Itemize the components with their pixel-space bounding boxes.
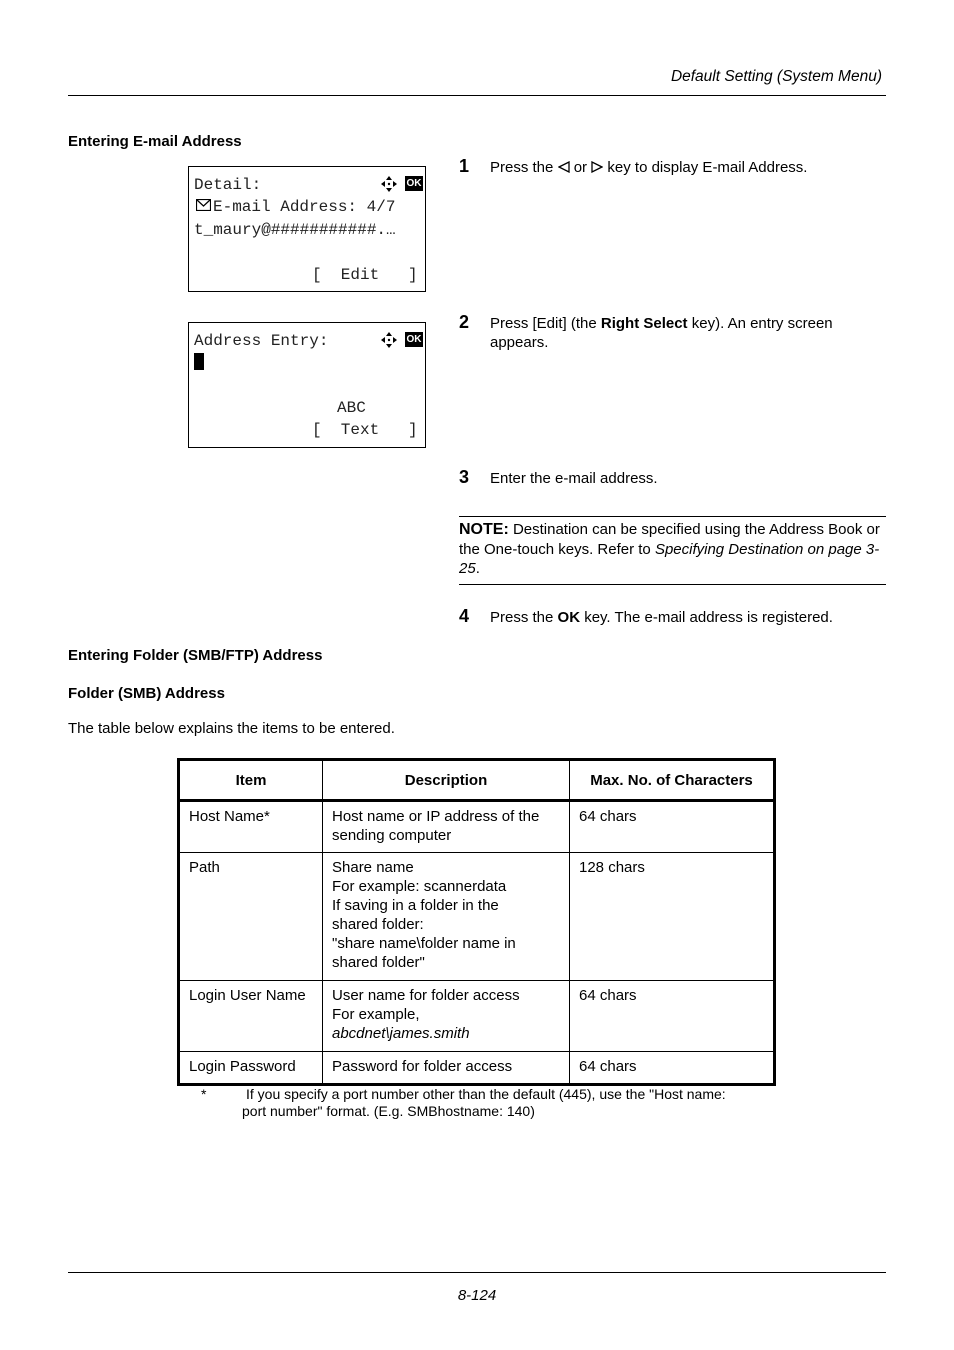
section-heading-email: Entering E-mail Address [68,133,242,150]
envelope-icon [196,199,211,211]
description-line: For example, [332,1006,420,1023]
lcd-screen-detail [188,166,426,292]
ok-icon: OK [406,178,422,189]
table-row [179,801,775,853]
step-number: 2 [459,312,470,332]
running-header: Default Setting (System Menu) [670,68,882,85]
lcd-title: Detail: [194,176,262,194]
step-text [490,314,870,352]
header-rule [68,95,886,96]
note-text: Destination can be specified using the Address Book or the One-touch keys. Refer to [459,521,880,558]
column-header: Item [179,760,323,801]
cell-item: Login Password [179,1052,323,1085]
step-text-bold: OK [557,609,581,626]
step-text-part: key to display E-mail Address. [603,159,808,176]
cell-item: Host Name* [179,801,323,853]
step-text-part: key. The e-mail address is registered. [580,609,833,626]
section-heading-folder: Entering Folder (SMB/FTP) Address [68,647,323,664]
note-label: NOTE: [459,521,509,538]
step-text-part: key). An entry screen appears. [490,315,833,351]
lcd-title: Address Entry: [194,332,329,350]
cell-description [323,981,570,1052]
footnote-line: If you specify a port number other than the default (445), use the "Host name: [246,1086,726,1102]
step-text [490,608,880,627]
step-text-part: Press [Edit] (the [490,315,601,332]
cell-item: Login User Name [179,981,323,1052]
note-box [459,516,886,585]
description-line: If saving in a folder in the [332,897,499,914]
lcd-email-address-label: E-mail Address: 4/7 [213,198,396,216]
description-line: sending computer [332,827,452,844]
right-arrow-key-icon [591,161,603,173]
table-row [179,981,775,1052]
description-line: shared folder" [332,954,425,971]
cell-max-chars: 64 chars [570,981,775,1052]
text-cursor [194,353,204,370]
step-text-part: or [569,159,592,176]
lcd-softkey-edit[interactable]: [ Edit ] [312,266,418,284]
cell-description [323,853,570,981]
step-text-part: Press the [490,159,558,176]
description-line: Host name or IP address of the [332,808,540,825]
column-header: Max. No. of Characters [570,760,775,801]
description-line: User name for folder access [332,987,520,1004]
footnote-line: port number" format. (E.g. SMBhostname: 140) [242,1103,535,1119]
intro-text: The table below explains the items to be entered. [68,720,395,737]
description-line: For example: scannerdata [332,878,507,895]
step-text: Enter the e-mail address. [490,470,658,487]
items-table [177,758,776,1086]
description-example: abcdnet\james.smith [332,1025,470,1042]
cell-description [323,801,570,853]
step-number: 1 [459,156,470,176]
lcd-email-value: t_maury@###########.… [194,221,396,239]
description-line: Password for folder access [332,1058,513,1075]
cell-description [323,1052,570,1085]
step-number: 3 [459,467,470,487]
lcd-input-mode: ABC [337,399,366,417]
table-row [179,853,775,981]
footnote-marker: * [201,1086,207,1102]
description-line: Share name [332,859,414,876]
note-end: . [475,560,480,577]
lcd-screen-address-entry [188,322,426,448]
description-line: "share name\folder name in [332,935,516,952]
table-header-row [179,760,775,801]
table-row [179,1052,775,1085]
footer-rule [68,1272,886,1273]
ok-icon: OK [406,334,422,345]
cell-max-chars: 64 chars [570,801,775,853]
description-line: shared folder: [332,916,424,933]
page-number: 8-124 [457,1287,497,1304]
step-text [490,158,880,177]
cell-max-chars: 128 chars [570,853,775,981]
left-arrow-key-icon [558,161,570,173]
step-text-bold: Right Select [600,315,688,332]
cell-item: Path [179,853,323,981]
step-text-part: Press the [490,609,558,626]
note-reference-link[interactable]: Specifying Destination on page 3-25 [459,540,880,577]
step-number: 4 [459,606,470,626]
cell-max-chars: 64 chars [570,1052,775,1085]
lcd-softkey-text[interactable]: [ Text ] [312,421,418,439]
column-header: Description [323,760,570,801]
navigation-arrows-icon [380,331,398,349]
subheading-smb: Folder (SMB) Address [68,685,225,702]
navigation-arrows-icon [380,175,398,193]
